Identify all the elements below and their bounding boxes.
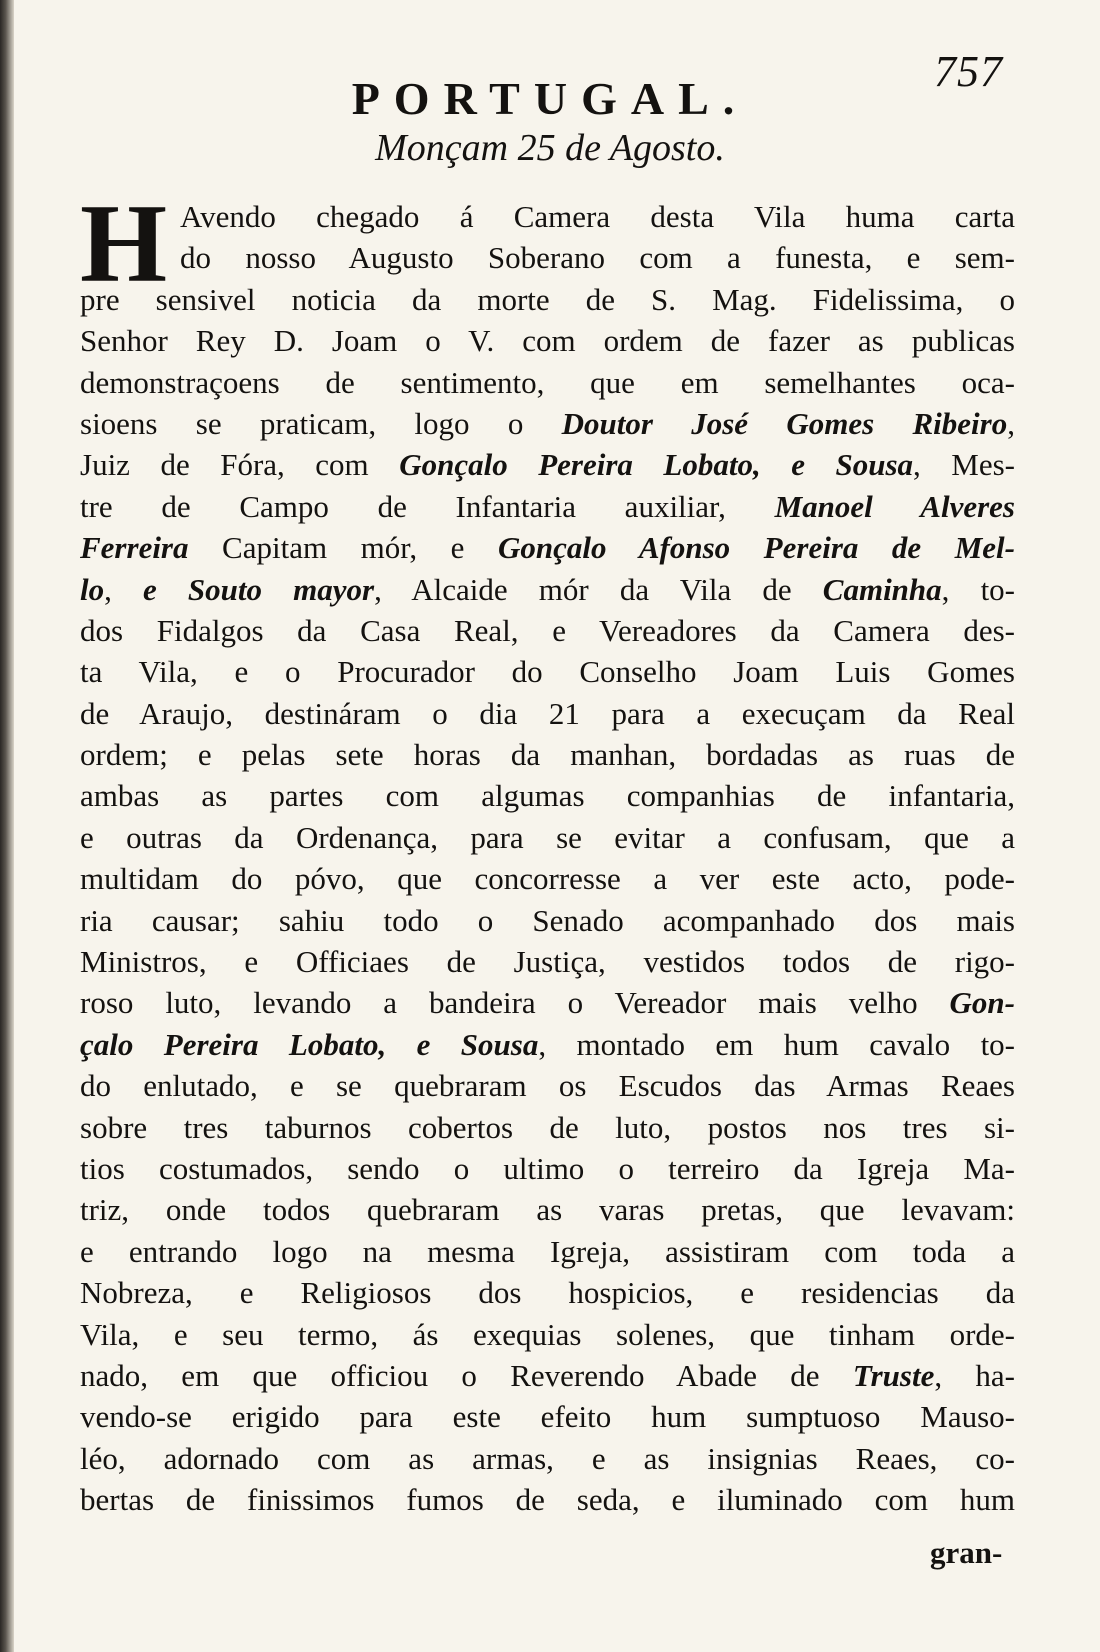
italic-name-span: Gonçalo Afonso Pereira de Mel-: [497, 530, 1015, 566]
text-line: [80, 362, 1015, 403]
text-span: tios costumados, sendo o ultimo o terreiro da Igreja Ma-: [80, 1150, 1015, 1186]
text-line: [80, 1024, 1015, 1065]
text-span: demonstraçoens de sentimento, que em semelhantes oca-: [80, 364, 1015, 400]
italic-name-span: Caminha: [822, 571, 942, 607]
text-line: [80, 610, 1015, 651]
text-line: [80, 1438, 1015, 1479]
drop-cap: H: [80, 182, 168, 306]
text-line: [80, 817, 1015, 858]
text-span: dos Fidalgos da Casa Real, e Vereadores da Camera des-: [80, 612, 1015, 648]
text-span: Nobreza, e Religiosos dos hospicios, e residencias da: [80, 1275, 1015, 1311]
text-span: ambas as partes com algumas companhias de infantaria,: [80, 778, 1015, 814]
text-span: , Alcaide mór da Vila de: [374, 571, 823, 607]
text-span: nado, em que officiou o Reverendo Abade de: [80, 1357, 853, 1393]
catchword: gran-: [930, 1535, 1003, 1570]
italic-name-span: Gon-: [949, 985, 1015, 1021]
text-span: e outras da Ordenança, para se evitar a confusam, que a: [80, 819, 1015, 855]
text-line: [80, 444, 1015, 485]
text-line: [80, 734, 1015, 775]
text-line: [80, 651, 1015, 692]
text-line: [80, 693, 1015, 734]
article-body: [80, 182, 1016, 1521]
text-span: de Araujo, destináram o dia 21 para a execuçam da Real: [80, 695, 1015, 731]
text-span: Ministros, e Officiaes de Justiça, vestidos todos de rigo-: [80, 944, 1015, 980]
page-number: 757: [934, 47, 1003, 96]
text-span: vendo-se erigido para este efeito hum sumptuoso Mauso-: [80, 1399, 1015, 1435]
italic-name-span: e Souto mayor: [143, 571, 375, 607]
text-span: sobre tres taburnos cobertos de luto, postos nos tres si-: [80, 1109, 1015, 1145]
italic-name-span: Manoel Alveres: [774, 488, 1015, 524]
text-line: [80, 279, 1015, 320]
text-line: [80, 1231, 1015, 1272]
text-span: sioens se praticam, logo o: [80, 405, 562, 441]
text-line: [80, 1107, 1015, 1148]
text-line: [80, 320, 1015, 361]
page-binding-edge: [0, 0, 14, 1652]
section-heading: PORTUGAL.: [351, 73, 749, 124]
text-span: roso luto, levando a bandeira o Vereador mais velho: [80, 985, 950, 1021]
text-span: ria causar; sahiu todo o Senado acompanhado dos mais: [80, 902, 1015, 938]
text-line: [80, 486, 1015, 527]
italic-name-span: Ferreira: [80, 530, 189, 566]
text-line: [80, 1189, 1015, 1230]
text-span: do enlutado, e se quebraram os Escudos das Armas Reaes: [80, 1068, 1015, 1104]
text-span: ta Vila, e o Procurador do Conselho Joam Luis Gomes: [80, 654, 1015, 690]
text-span: bertas de finissimos fumos de seda, e iluminado com hum: [80, 1482, 1015, 1518]
text-span: pre sensivel noticia da morte de S. Mag. Fidelissima, o: [80, 281, 1015, 317]
text-span: tre de Campo de Infantaria auxiliar,: [80, 488, 775, 524]
text-line: [80, 1355, 1015, 1396]
italic-name-span: lo: [80, 571, 105, 607]
text-span: Juiz de Fóra, com: [80, 447, 400, 483]
text-line: [80, 1479, 1015, 1520]
text-span: , Mes-: [913, 447, 1016, 483]
text-line: [80, 1314, 1015, 1355]
text-line: [80, 196, 1015, 237]
text-span: triz, onde todos quebraram as varas pretas, que levavam:: [80, 1192, 1015, 1228]
text-span: Avendo chegado á Camera desta Vila huma carta: [180, 199, 1015, 234]
text-line: [80, 775, 1015, 816]
text-span: multidam do póvo, que concorresse a ver este acto, pode-: [80, 861, 1015, 897]
text-span: Vila, e seu termo, ás exequias solenes, que tinham orde-: [80, 1316, 1015, 1352]
text-span: e entrando logo na mesma Igreja, assistiram com toda a: [80, 1233, 1015, 1269]
text-span: Capitam mór, e: [188, 530, 498, 566]
text-line: [80, 858, 1015, 899]
italic-name-span: çalo Pereira Lobato, e Sousa: [80, 1026, 539, 1062]
text-span: do nosso Augusto Soberano com a funesta, e sem-: [180, 240, 1015, 276]
text-line: [80, 1065, 1015, 1106]
text-line: [80, 900, 1015, 941]
text-span: léo, adornado com as armas, e as insignias Reaes, co-: [80, 1440, 1015, 1476]
text-span: , to-: [941, 571, 1015, 607]
dateline: Monçam 25 de Agosto.: [375, 127, 725, 169]
text-span: ,: [104, 571, 144, 607]
text-line: [80, 1272, 1015, 1313]
text-line: [80, 1148, 1015, 1189]
text-span: , montado em hum cavalo to-: [538, 1026, 1016, 1062]
text-line: [80, 237, 1015, 278]
text-span: , ha-: [934, 1357, 1015, 1393]
text-line: [80, 941, 1015, 982]
text-span: ,: [1007, 405, 1015, 441]
text-line: [80, 569, 1015, 610]
text-span: ordem; e pelas sete horas da manhan, bordadas as ruas de: [80, 737, 1015, 773]
text-line: [80, 527, 1015, 568]
italic-name-span: Doutor José Gomes Ribeiro: [561, 405, 1008, 441]
italic-name-span: Gonçalo Pereira Lobato, e Sousa: [399, 447, 914, 483]
text-line: [80, 982, 1015, 1023]
italic-name-span: Truste: [852, 1357, 935, 1393]
text-line: [80, 403, 1015, 444]
text-line: [80, 1396, 1015, 1437]
text-span: Senhor Rey D. Joam o V. com ordem de fazer as publicas: [80, 323, 1015, 359]
